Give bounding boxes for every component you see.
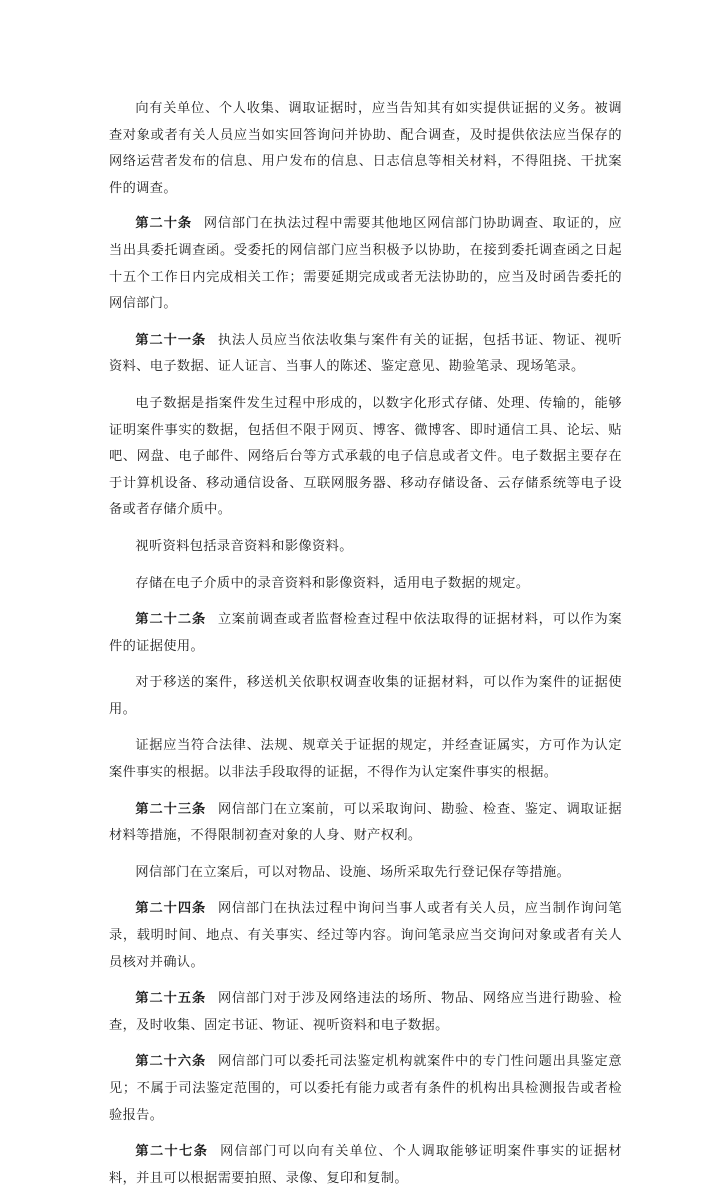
article-number: 第二十四条 — [135, 901, 207, 917]
article-number: 第二十条 — [135, 216, 192, 232]
paragraph-text: 视听资料包括录音资料和影像资料。 — [135, 538, 353, 554]
article-number: 第二十六条 — [135, 1054, 207, 1070]
article-number: 第二十七条 — [135, 1144, 209, 1160]
article-text: 网信部门在执法过程中需要其他地区网信部门协助调查、取证的，应当出具委托调查函。受委托的网信部门应当积极予以协助，在接到委托调查函之日起十五个工作日内完成相关工作；需要延期完成或者无法协助的，应当及时函告委托的网信部门。 — [109, 216, 623, 312]
article-text: 网信部门在立案前，可以采取询问、勘验、检查、鉴定、调取证据材料等措施，不得限制初查对象的人身、财产权利。 — [109, 801, 622, 844]
article-number: 第二十三条 — [135, 801, 207, 817]
article-text: 立案前调查或者监督检查过程中依法取得的证据材料，可以作为案件的证据使用。 — [109, 612, 622, 654]
paragraph-intro — [109, 96, 622, 202]
article-text: 网信部门在执法过程中询问当事人或者有关人员，应当制作询问笔录，载明时间、地点、有关事实、经过等内容。询问笔录应当交询问对象或者有关人员核对并确认。 — [109, 901, 622, 970]
paragraph-text: 电子数据是指案件发生过程中形成的，以数字化形式存储、处理、传输的，能够证明案件事实的数据，包括但不限于网页、博客、微博客、即时通信工具、论坛、贴吧、网盘、电子邮件、网络后台等方式承载的电子信息或者文件。电子数据主要存在于计算机设备、移动通信设备、互联网服务器、移动存储设备、云存储系统等电子设备或者存储介质中。 — [109, 395, 622, 518]
paragraph-electronic-data — [109, 391, 622, 524]
article-26 — [109, 1049, 622, 1129]
paragraph-text: 向有关单位、个人收集、调取证据时，应当告知其有如实提供证据的义务。被调查对象或者有关人员应当如实回答询问并协助、配合调查，及时提供依法应当保存的网络运营者发布的信息、用户发布的信息、日志信息等相关材料，不得阻挠、干扰案件的调查。 — [109, 101, 622, 196]
paragraph-text: 网信部门在立案后，可以对物品、设施、场所采取先行登记保存等措施。 — [135, 864, 571, 880]
paragraph-after-filing — [109, 860, 622, 887]
article-number: 第二十一条 — [135, 332, 207, 348]
paragraph-transfer — [109, 670, 622, 723]
article-24 — [109, 896, 622, 976]
article-number: 第二十五条 — [135, 991, 207, 1007]
paragraph-text: 对于移送的案件，移送机关依职权调查收集的证据材料，可以作为案件的证据使用。 — [109, 675, 622, 717]
article-text: 网信部门可以向有关单位、个人调取能够证明案件事实的证据材料，并且可以根据需要拍照、录像、复印和复制。 — [109, 1144, 623, 1186]
paragraph-text: 证据应当符合法律、法规、规章关于证据的规定，并经查证属实，方可作为认定案件事实的根据。以非法手段取得的证据，不得作为认定案件事实的根据。 — [109, 738, 622, 781]
paragraph-evidence-rules — [109, 733, 622, 786]
paragraph-text: 存储在电子介质中的录音资料和影像资料，适用电子数据的规定。 — [135, 575, 530, 591]
article-27 — [109, 1139, 622, 1192]
article-25 — [109, 986, 622, 1039]
article-23 — [109, 797, 622, 850]
article-text: 网信部门对于涉及网络违法的场所、物品、网络应当进行勘验、检查，及时收集、固定书证、物证、视听资料和电子数据。 — [109, 991, 622, 1033]
paragraph-storage — [109, 571, 622, 598]
article-number: 第二十二条 — [135, 612, 207, 628]
article-20 — [109, 211, 622, 317]
article-22 — [109, 607, 622, 660]
paragraph-audiovisual — [109, 534, 622, 561]
article-text: 网信部门可以委托司法鉴定机构就案件中的专门性问题出具鉴定意见；不属于司法鉴定范围的，可以委托有能力或者有条件的机构出具检测报告或者检验报告。 — [109, 1054, 622, 1123]
article-21 — [109, 328, 622, 381]
article-text: 执法人员应当依法收集与案件有关的证据，包括书证、物证、视听资料、电子数据、证人证言、当事人的陈述、鉴定意见、勘验笔录、现场笔录。 — [109, 332, 622, 375]
